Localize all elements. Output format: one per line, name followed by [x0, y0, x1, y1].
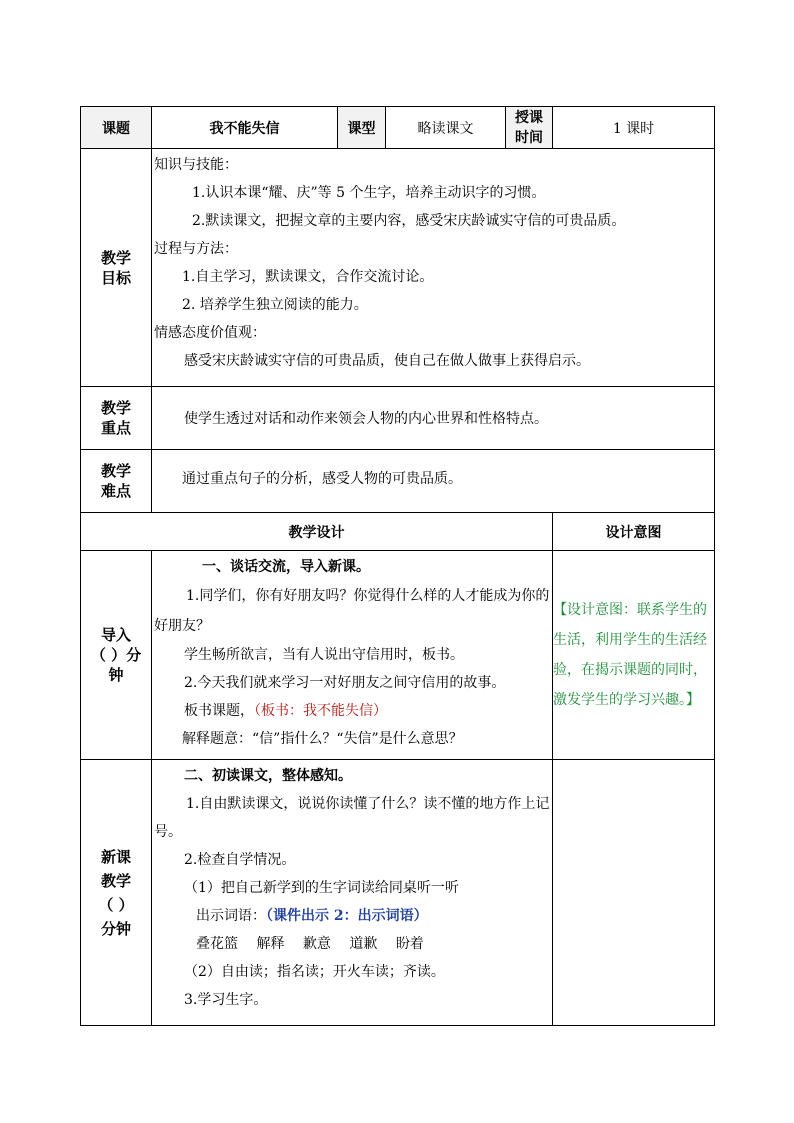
- difficulties-content: [152, 450, 715, 513]
- objective-line: 2.默读课文，把握文章的主要内容，感受宋庆龄诚实守信的可贵品质。: [192, 213, 626, 229]
- key-points-label-line-2: 重点: [100, 419, 131, 437]
- objective-line: 知识与技能：: [154, 157, 238, 173]
- key-points-text: 使学生透过对话和动作来领会人物的内心世界和性格特点。: [184, 411, 548, 427]
- board-prefix: 板书课题，: [184, 703, 254, 719]
- objective-line: 2. 培养学生独立阅读的能力。: [182, 297, 368, 313]
- intro-label-line-3: 钟: [108, 666, 124, 684]
- show-words-line: [154, 902, 550, 930]
- show-prefix: 出示词语：: [196, 908, 266, 924]
- new-lesson-label-line-4: 分钟: [100, 919, 131, 938]
- topic-label: 课题: [81, 107, 152, 149]
- objective-line: 1.认识本课“耀、庆”等 5 个生字，培养主动识字的习惯。: [192, 185, 546, 201]
- intro-content: [152, 551, 553, 760]
- key-points-label: [81, 387, 152, 450]
- new-lesson-p5: 3.学习生字。: [184, 992, 268, 1008]
- new-lesson-p1: 1.自由默读课文，说说你读懂了什么？读不懂的地方作上记号。: [154, 796, 550, 840]
- intro-paragraph-2: 2.今天我们就来学习一对好朋友之间守信用的故事。: [184, 675, 506, 691]
- objective-line: 1.自主学习，默读课文，合作交流讨论。: [182, 269, 434, 285]
- difficulties-label-line-2: 难点: [100, 482, 131, 500]
- new-lesson-content: [152, 760, 553, 1026]
- time-label: [506, 107, 553, 149]
- lesson-plan-table: [80, 106, 715, 1026]
- design-header: 教学设计: [81, 513, 553, 551]
- word-item: 叠花篮: [196, 936, 238, 952]
- new-lesson-label-line-3: （ ）: [98, 895, 134, 914]
- time-label-line-2: 时间: [515, 129, 543, 146]
- new-lesson-intent: [553, 760, 715, 1026]
- intro-intent: 【设计意图：联系学生的生活，利用学生的生活经验，在揭示课题的同时，激发学生的学习兴趣。】: [553, 551, 715, 760]
- show-note: （课件出示 2：出示词语）: [266, 908, 428, 924]
- intro-label-line-2: （ ）分: [90, 646, 142, 664]
- objectives-label: [81, 149, 152, 387]
- word-item: 道歉: [349, 936, 378, 952]
- intro-explain: 解释题意：“信”指什么？“失信”是什么意思？: [182, 731, 463, 747]
- topic-value: 我不能失信: [152, 107, 338, 149]
- objective-line: 过程与方法：: [154, 241, 238, 257]
- new-lesson-p2: 2.检查自学情况。: [184, 852, 296, 868]
- new-lesson-label-line-1: 新课: [100, 847, 131, 866]
- board-note: （板书：我不能失信）: [254, 703, 387, 719]
- word-list: [154, 930, 550, 958]
- intro-label-line-1: 导入: [100, 626, 131, 644]
- new-lesson-label: [81, 760, 152, 1026]
- difficulties-text: 通过重点句子的分析，感受人物的可贵品质。: [182, 471, 462, 487]
- word-item: 盼着: [395, 936, 424, 952]
- difficulties-label-line-1: 教学: [100, 462, 131, 480]
- new-lesson-p4: （2）自由读；指名读；开火车读；齐读。: [184, 964, 445, 980]
- objectives-content: [152, 149, 715, 387]
- intro-answer: 学生畅所欲言，当有人说出守信用时，板书。: [184, 647, 464, 663]
- key-points-content: [152, 387, 715, 450]
- time-label-line-1: 授课: [515, 109, 543, 126]
- key-points-label-line-1: 教学: [100, 399, 131, 417]
- objectives-label-line-1: 教学: [100, 248, 131, 267]
- type-label: 课型: [338, 107, 386, 149]
- intro-heading: 一、谈话交流，导入新课。: [202, 559, 370, 575]
- objective-line: 情感态度价值观：: [154, 325, 266, 341]
- intro-label: [81, 551, 152, 760]
- intro-board-line: [154, 697, 550, 725]
- word-item: 歉意: [302, 936, 331, 952]
- new-lesson-label-line-2: 教学: [100, 871, 131, 890]
- type-value: 略读课文: [386, 107, 506, 149]
- difficulties-label: [81, 450, 152, 513]
- objectives-label-line-2: 目标: [100, 268, 131, 287]
- word-item: 解释: [256, 936, 285, 952]
- time-value: 1 课时: [553, 107, 715, 149]
- intro-question: 1.同学们，你有好朋友吗？你觉得什么样的人才能成为你的好朋友？: [154, 588, 550, 634]
- new-lesson-heading: 二、初读课文，整体感知。: [184, 768, 352, 784]
- objective-line: 感受宋庆龄诚实守信的可贵品质，使自己在做人做事上获得启示。: [184, 353, 590, 369]
- intent-header: 设计意图: [553, 513, 715, 551]
- new-lesson-p3: （1）把自己新学到的生字词读给同桌听一听: [184, 880, 459, 896]
